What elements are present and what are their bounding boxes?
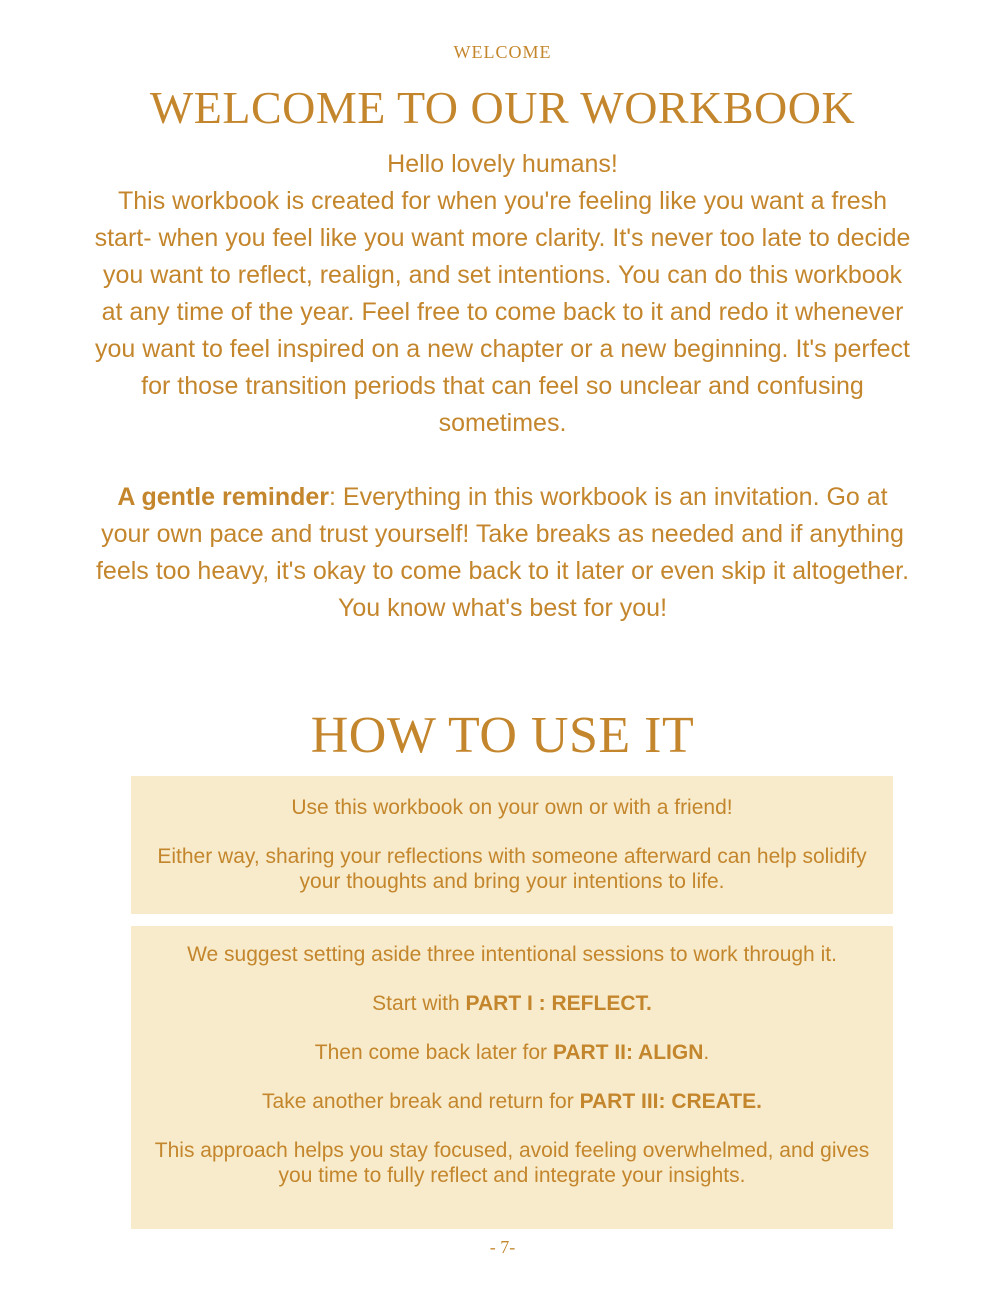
reminder-text: : Everything in this workbook is an invitation. Go at your own pace and trust yourself! Take breaks as needed and if anything feels too heavy, it's okay to come back to it later or even skip it altogether. You know what's best for you! xyxy=(95,483,910,622)
part-3-label: PART III: CREATE. xyxy=(579,1090,762,1113)
session-step-3 xyxy=(145,1089,879,1114)
page-number: - 7- xyxy=(489,1237,516,1257)
step-3-prefix: Take another break and return for xyxy=(262,1090,580,1113)
usage-box xyxy=(131,776,893,914)
sessions-closing: This approach helps you stay focused, avoid feeling overwhelmed, and gives you time to fully reflect and integrate your insights. xyxy=(154,1139,870,1187)
sessions-intro: We suggest setting aside three intentional sessions to work through it. xyxy=(187,943,837,966)
section-label: WELCOME xyxy=(453,42,552,62)
page-title: WELCOME TO OUR WORKBOOK xyxy=(149,82,856,133)
usage-line-1: Use this workbook on your own or with a friend! xyxy=(291,796,733,819)
session-step-2 xyxy=(145,1040,879,1065)
greeting: Hello lovely humans! xyxy=(387,150,618,178)
intro-body: This workbook is created for when you're feeling like you want a fresh start- when you feel like you want more clarity. It's never too late to decide you want to reflect, realign, and set intentions. You can do this workbook at any time of the year. Feel free to come back to it and redo it whenever you want to feel inspired on a new chapter or a new beginning. It's perfect for those transition periods that can feel so unclear and confusing sometimes. xyxy=(94,187,911,437)
intro-text xyxy=(90,146,915,627)
part-1-label: PART I : REFLECT. xyxy=(465,992,652,1015)
gentle-reminder xyxy=(90,479,915,627)
usage-line-2: Either way, sharing your reflections with someone afterward can help solidify your thoughts and bring your intentions to life. xyxy=(157,845,867,893)
part-2-label: PART II: ALIGN xyxy=(552,1041,704,1064)
how-to-use-title: HOW TO USE IT xyxy=(310,707,695,764)
sessions-box xyxy=(131,926,893,1229)
reminder-label: A gentle reminder xyxy=(117,483,329,511)
step-2-suffix: . xyxy=(703,1041,710,1064)
step-2-prefix: Then come back later for xyxy=(314,1041,553,1064)
step-1-prefix: Start with xyxy=(372,992,466,1015)
session-step-1 xyxy=(145,991,879,1016)
